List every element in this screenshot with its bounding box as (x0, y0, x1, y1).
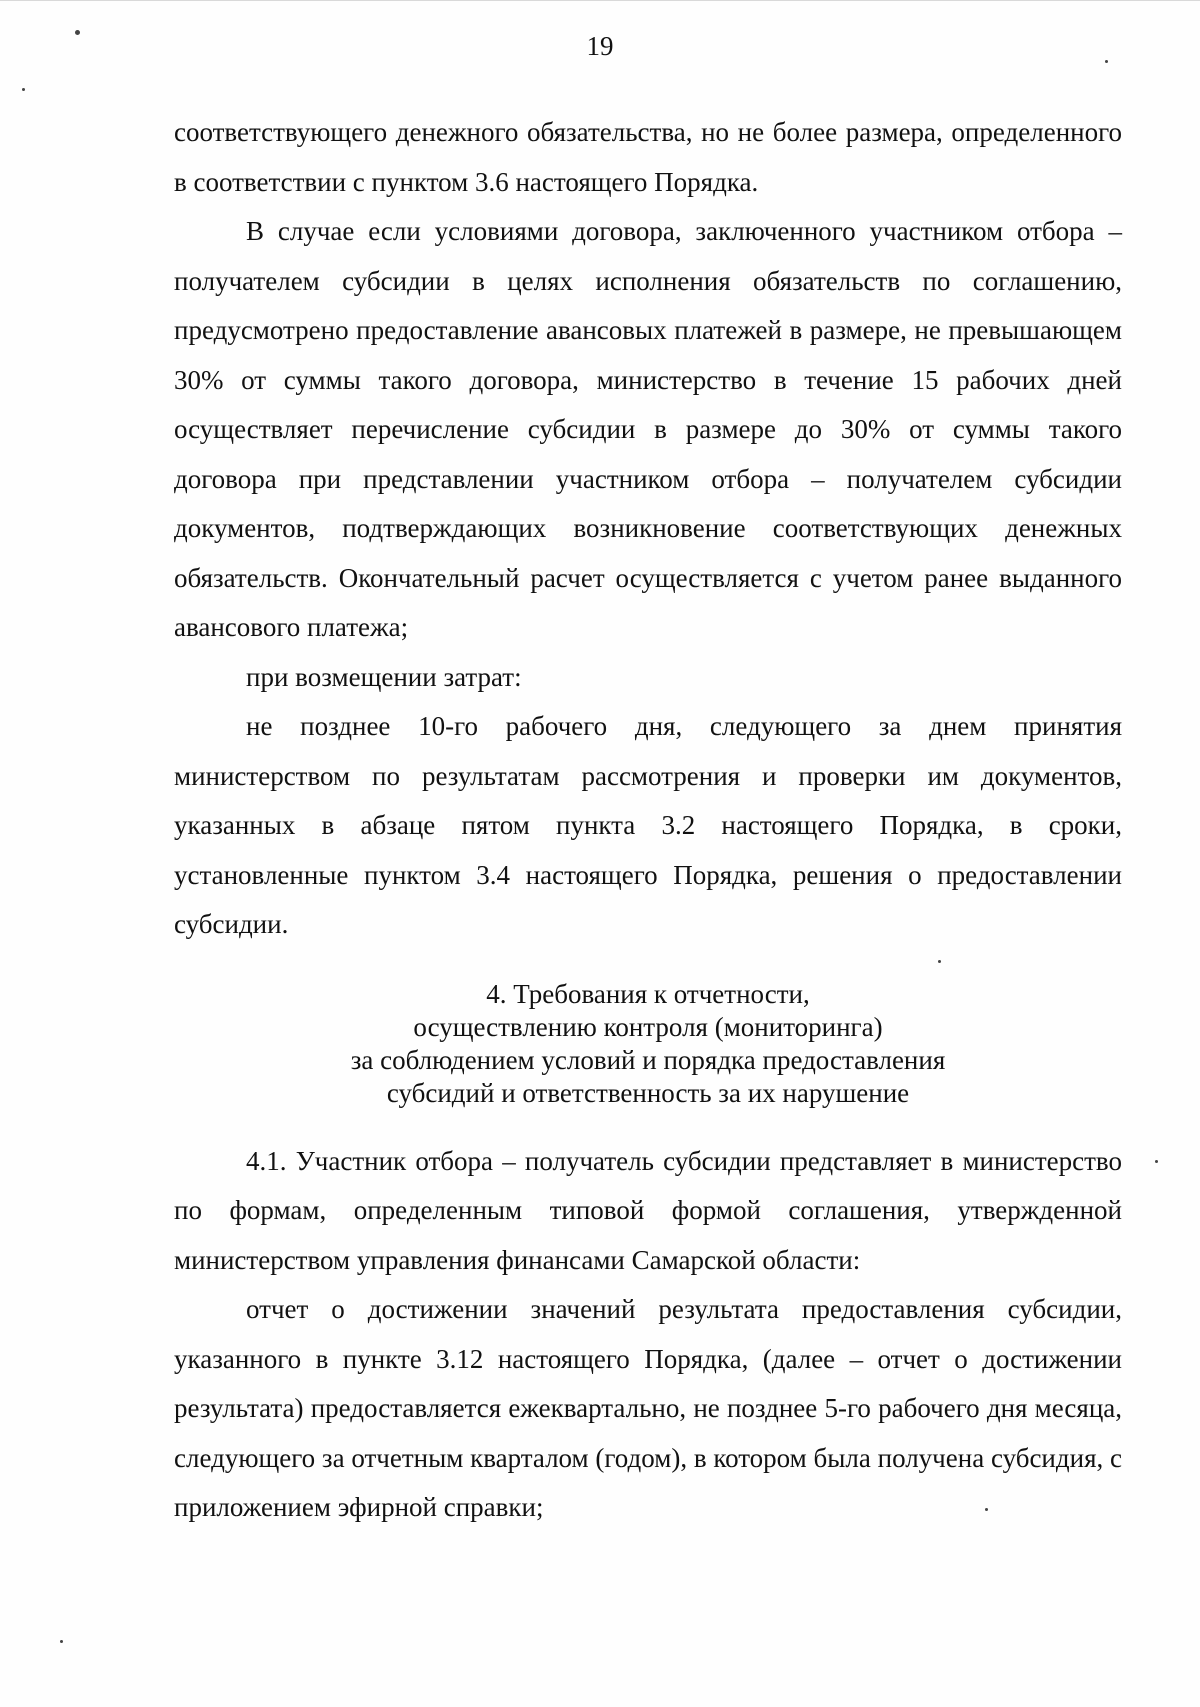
page-number: 19 (586, 31, 614, 61)
paragraph-advance-payments: В случае если условиями договора, заключенного участником отбора – получателем субсидии в целях исполнения обязательств по соглашению, предусмотрено предоставление авансовых платежей в размере, не превышающем 30% от суммы такого договора, министерство в течение 15 рабочих дней осуществляет перечисление субсидии в размере до 30% от суммы такого договора при представлении участником отбора – получателем субсидии документов, подтверждающих возникновение соответствующих денежных обязательств. Окончательный расчет осуществляется с учетом ранее выданного авансового платежа; (174, 216, 1122, 642)
page-top-edge (0, 0, 1200, 1)
paragraph-cost-reimbursement: при возмещении затрат: (246, 661, 522, 692)
section-heading (174, 978, 1122, 1110)
paragraphs-before-heading (174, 108, 1122, 950)
document-body (174, 108, 1122, 1533)
paragraph-result-report: отчет о достижении значений результата предоставления субсидии, указанного в пункте 3.12 настоящего Порядка, (далее – отчет о достижении результата) предоставляется ежеквартально, не позднее 5-го рабочего дня месяца, следующего за отчетным кварталом (годом), в котором была получена субсидия, с приложением эфирной справки; (174, 1294, 1122, 1522)
scan-speck (75, 30, 80, 35)
section-heading-line: осуществлению контроля (мониторинга) (413, 1011, 883, 1042)
scan-speck (22, 88, 25, 91)
paragraph-continuation: соответствующего денежного обязательства, но не более размера, определенного в соответствии с пунктом 3.6 настоящего Порядка. (174, 117, 1122, 197)
section-heading-line: за соблюдением условий и порядка предоставления (350, 1044, 946, 1075)
scan-speck (985, 1508, 988, 1511)
scan-speck (60, 1640, 63, 1643)
paragraph-payment-deadline: не позднее 10-го рабочего дня, следующего за днем принятия министерством по результатам рассмотрения и проверки им документов, указанных в абзаце пятом пункта 3.2 настоящего Порядка, в сроки, установленные пунктом 3.4 настоящего Порядка, решения о предоставлении субсидии. (174, 711, 1122, 939)
section-heading-line: 4. Требования к отчетности, (486, 978, 810, 1009)
paragraph-clause-4-1: 4.1. Участник отбора – получатель субсидии представляет в министерство по формам, определенным типовой формой соглашения, утвержденной министерством управления финансами Самарской области: (174, 1145, 1122, 1275)
scan-speck (1105, 60, 1108, 63)
section-heading-line: субсидий и ответственность за их нарушение (386, 1077, 910, 1108)
paragraphs-after-heading (174, 1137, 1122, 1533)
scan-speck (938, 960, 941, 963)
scan-speck (1155, 1160, 1158, 1163)
